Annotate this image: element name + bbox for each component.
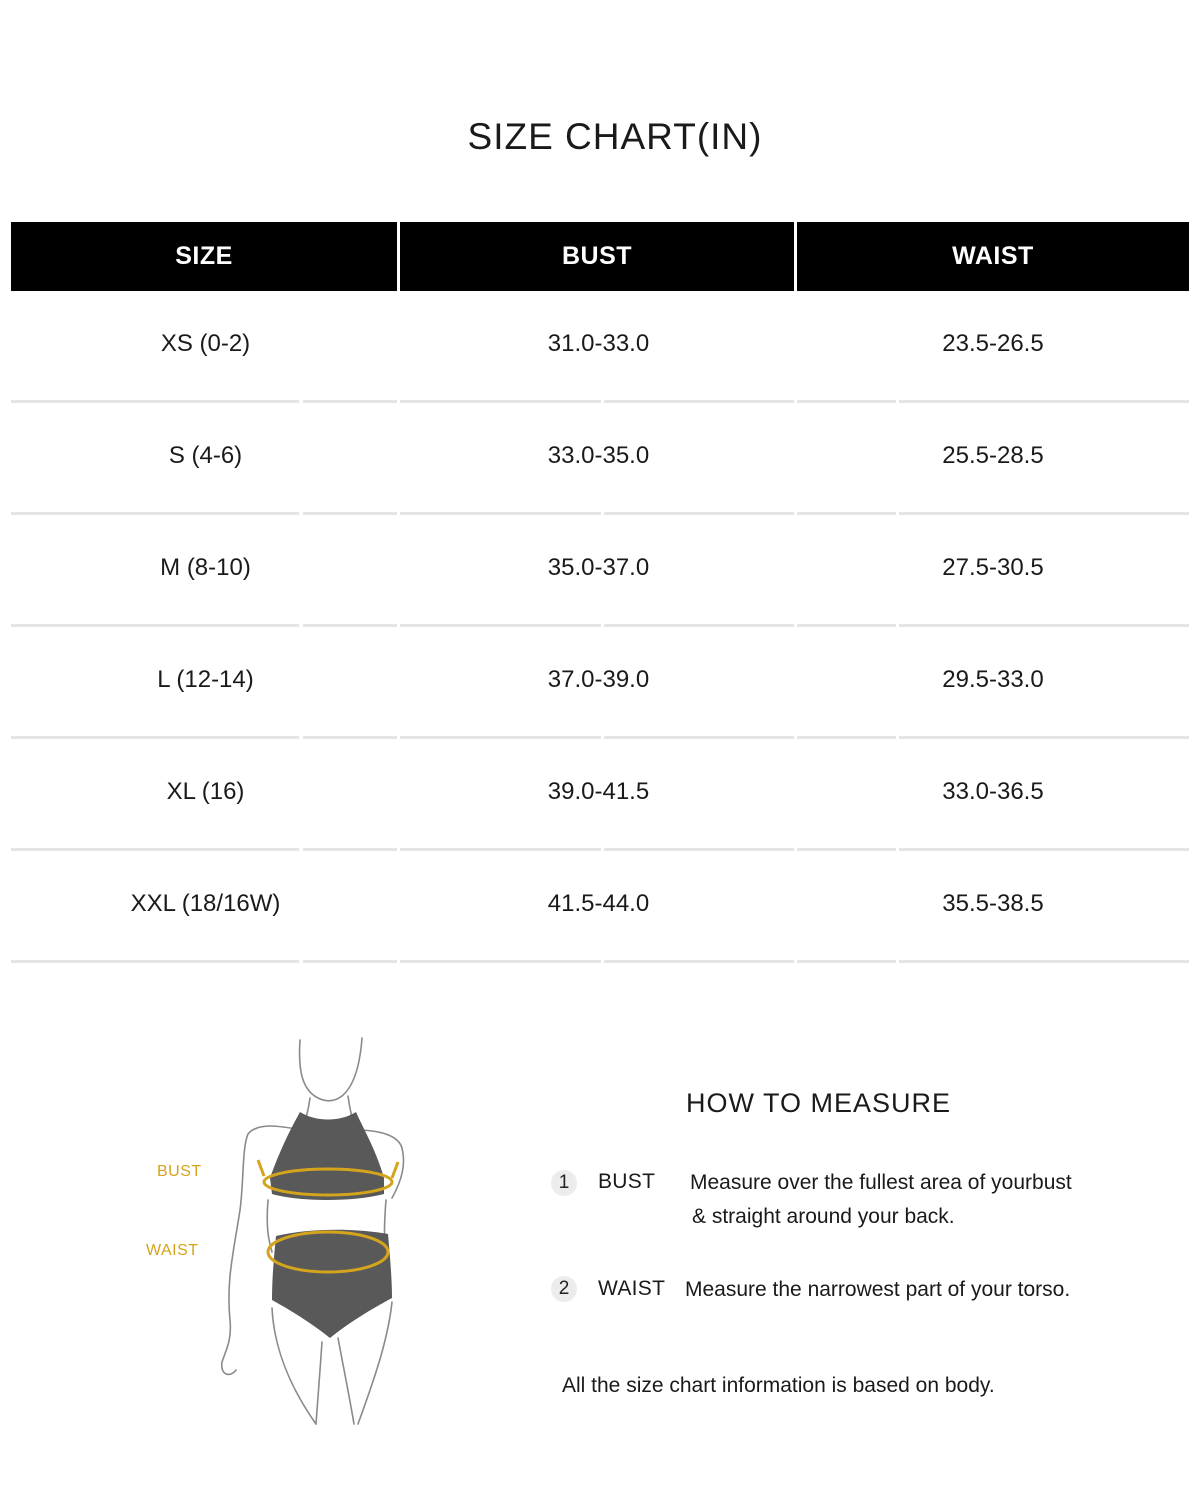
size-cell: XL (16) xyxy=(166,778,245,805)
size-cell: L (12-14) xyxy=(157,666,254,693)
step-1-desc-line1: Measure over the fullest area of yourbust xyxy=(690,1171,1072,1194)
step-2-name: WAIST xyxy=(598,1277,666,1300)
step-1-number: 1 xyxy=(551,1170,577,1196)
table-row xyxy=(11,403,1189,515)
figure-waist-label: WAIST xyxy=(146,1242,199,1259)
step-2-number: 2 xyxy=(551,1276,577,1302)
waist-cell: 27.5-30.5 xyxy=(942,554,1044,581)
body-measurement-figure xyxy=(140,1030,440,1430)
size-cell: XS (0-2) xyxy=(160,330,251,357)
bust-cell: 41.5-44.0 xyxy=(547,890,650,917)
how-to-measure-title: HOW TO MEASURE xyxy=(686,1088,952,1118)
step-1-description xyxy=(690,1166,1072,1234)
bust-cell: 31.0-33.0 xyxy=(547,330,650,357)
header-waist: WAIST xyxy=(952,242,1034,270)
bust-cell: 37.0-39.0 xyxy=(547,666,650,693)
step-1-desc-line2: & straight around your back. xyxy=(692,1205,955,1228)
bust-cell: 33.0-35.0 xyxy=(547,442,650,469)
table-header xyxy=(11,222,1189,291)
female-silhouette-icon xyxy=(140,1030,440,1430)
waist-cell: 33.0-36.5 xyxy=(942,778,1044,805)
table-row xyxy=(11,851,1189,963)
waist-cell: 23.5-26.5 xyxy=(942,330,1044,357)
table-row xyxy=(11,627,1189,739)
bust-cell: 35.0-37.0 xyxy=(547,554,650,581)
header-bust: BUST xyxy=(400,222,797,291)
step-1-name: BUST xyxy=(598,1170,656,1193)
size-cell: XXL (18/16W) xyxy=(130,890,281,917)
size-chart-footnote: All the size chart information is based on body. xyxy=(562,1374,995,1397)
table-row xyxy=(11,291,1189,403)
waist-cell: 29.5-33.0 xyxy=(942,666,1044,693)
header-size: SIZE xyxy=(11,222,400,291)
waist-cell: 25.5-28.5 xyxy=(942,442,1044,469)
size-cell: M (8-10) xyxy=(160,554,251,581)
table-row xyxy=(11,739,1189,851)
page-title: SIZE CHART(IN) xyxy=(467,116,763,157)
table-row xyxy=(11,515,1189,627)
waist-cell: 35.5-38.5 xyxy=(942,890,1044,917)
size-cell: S (4-6) xyxy=(168,442,243,469)
bust-cell: 39.0-41.5 xyxy=(547,778,650,805)
size-chart-table xyxy=(11,222,1189,963)
step-2-description: Measure the narrowest part of your torso. xyxy=(685,1278,1071,1301)
figure-bust-label: BUST xyxy=(157,1163,202,1180)
